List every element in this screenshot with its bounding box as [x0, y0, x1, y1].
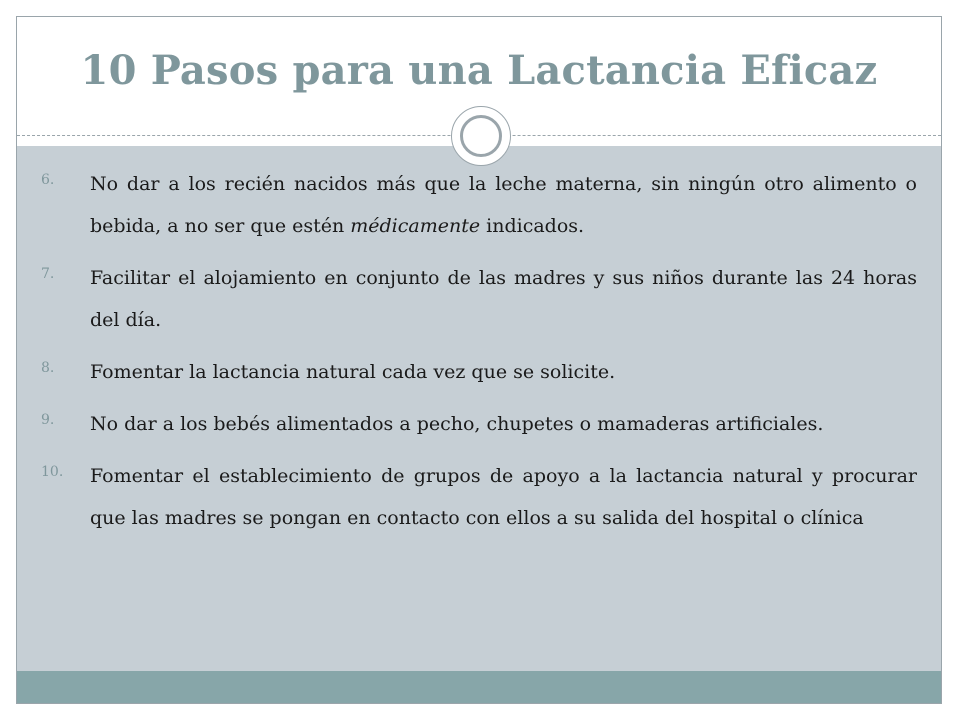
list-item-7 — [41, 257, 917, 341]
footer-band — [17, 671, 941, 704]
list-item-text — [90, 163, 917, 247]
list-item-text: No dar a los bebés alimentados a pecho, chupetes o mamaderas artificiales. — [90, 413, 824, 435]
list-number: 10. — [41, 464, 64, 480]
list-item-text-part: indicados. — [480, 215, 585, 237]
list-number: 6. — [41, 172, 55, 188]
list-item-8 — [41, 351, 917, 393]
slide-title: 10 Pasos para una Lactancia Eficaz — [80, 47, 878, 94]
list-item-6 — [41, 163, 917, 247]
list-item-10 — [41, 455, 917, 539]
list-item-emphasis: médicamente — [350, 215, 481, 237]
list-item-9 — [41, 403, 917, 445]
list-number: 7. — [41, 266, 55, 282]
list-item-text: Fomentar el establecimiento de grupos de apoyo a la lactancia natural y procurar que las madres se pongan en contacto con ellos a su salida del hospital o clínica — [90, 465, 917, 529]
list-number: 9. — [41, 412, 55, 428]
steps-list — [41, 163, 917, 549]
list-item-text: Facilitar el alojamiento en conjunto de las madres y sus niños durante las 24 horas del día. — [90, 267, 917, 331]
list-item-text: Fomentar la lactancia natural cada vez que se solicite. — [90, 361, 616, 383]
list-number: 8. — [41, 360, 55, 376]
circle-ornament-inner — [460, 115, 502, 157]
circle-ornament-icon — [451, 106, 511, 166]
list-item-text-part: No dar a los recién nacidos más que la leche materna, sin ningún otro alimento o bebida, a no ser que estén — [90, 173, 917, 237]
slide — [16, 16, 942, 704]
